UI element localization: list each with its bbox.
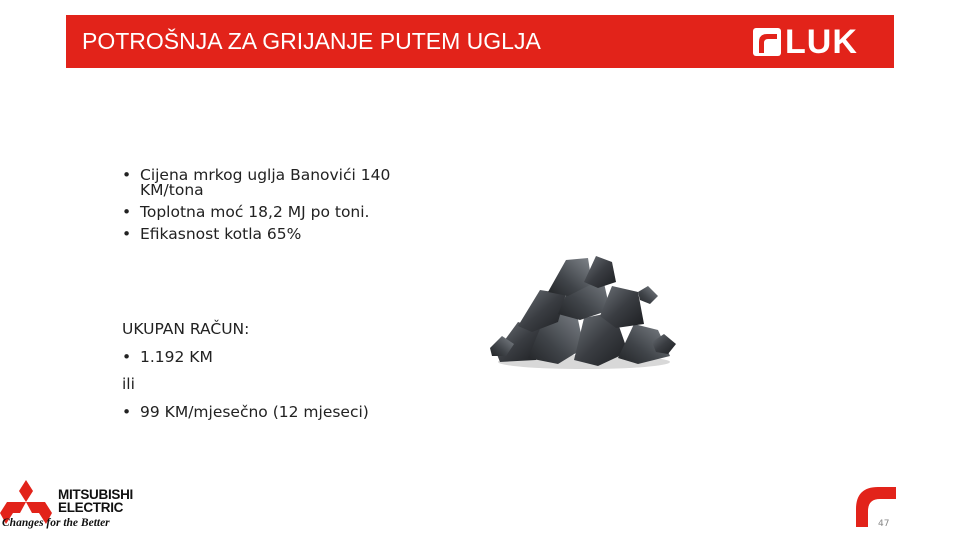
coal-pile-image [488,252,678,370]
total-summary [122,319,369,429]
summary-monthly-cost: • 99 KM/mjesečno (12 mjeseci) [122,402,369,430]
luk-mark-icon [753,28,781,56]
brand-name-line2: ELECTRIC [58,500,124,515]
mitsubishi-tagline: Changes for the Better [2,517,110,529]
fact-boiler-efficiency: • Efikasnost kotla 65% [118,227,418,242]
fact-coal-price: • Cijena mrkog uglja Banovići 140 KM/tona [118,168,418,198]
luk-logo [753,23,883,61]
brand-name-line1: MITSUBISHI [58,487,134,502]
mitsubishi-name [58,488,133,514]
summary-separator: ili [122,375,135,393]
summary-heading: UKUPAN RAČUN: [122,320,250,338]
header-bar [66,15,894,68]
fact-heating-value: • Toplotna moć 18,2 MJ po toni. [118,205,418,220]
luk-logo-text: LUK [785,23,858,61]
mitsubishi-electric-logo [0,480,170,532]
summary-total-cost: • 1.192 KM [122,347,369,375]
page-number: 47 [878,519,890,529]
luk-corner-mark-icon [856,487,896,527]
facts-list [118,168,418,249]
page-title: POTROŠNJA ZA GRIJANJE PUTEM UGLJA [82,28,541,54]
